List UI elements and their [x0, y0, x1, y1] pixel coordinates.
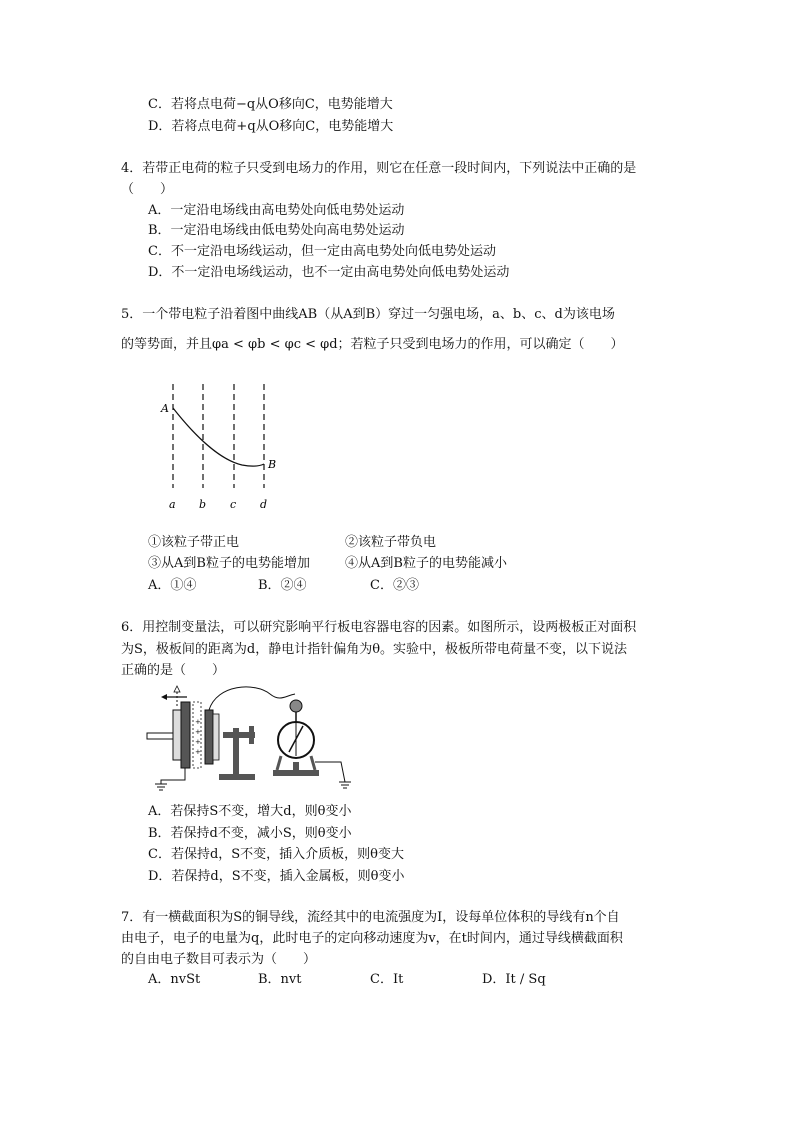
q4-blank: （ ）: [121, 182, 174, 197]
q5-statement-3: ③从A到B粒子的电势能增加: [148, 556, 310, 571]
left-plate-rod: [147, 733, 173, 739]
svg-text:+: +: [195, 718, 201, 726]
q4-option-d: D．不一定沿电场线运动，也不一定由高电势处向低电势处运动: [148, 265, 510, 280]
label-b: b: [199, 498, 207, 511]
label-d: d: [260, 498, 268, 511]
q6-option-d: D．若保持d，S不变，插入金属板，则θ变小: [148, 869, 405, 884]
q4-option-b: B．一定沿电场线由低电势处向高电势处运动: [148, 223, 405, 238]
q4-stem: 4．若带正电荷的粒子只受到电场力的作用，则它在任意一段时间内，下列说法中正确的是: [121, 161, 637, 176]
q6-stem-line2: 为S，极板间的距离为d，静电计指针偏角为θ。实验中，极板所带电荷量不变，以下说法: [121, 642, 628, 657]
q5-option-a: A．①④: [148, 578, 197, 593]
q7-option-b: B．nvt: [258, 972, 302, 987]
q5-equipotential-figure: [150, 378, 290, 513]
q6-option-a: A．若保持S不变，增大d，则θ变小: [148, 804, 352, 819]
svg-text:+: +: [195, 738, 201, 746]
q4-option-a: A．一定沿电场线由高电势处向低电势处运动: [148, 203, 405, 218]
q4-option-c: C．不一定沿电场线运动，但一定由高电势处向低电势处运动: [148, 244, 496, 259]
label-a: a: [169, 498, 176, 511]
q7-stem-line1: 7．有一横截面积为S的铜导线，流经其中的电流强度为I，设每单位体积的导线有n个自: [121, 910, 620, 925]
q5-option-b: B．②④: [258, 578, 307, 593]
q7-option-c: C．It: [370, 972, 404, 987]
left-plate: [181, 702, 190, 768]
svg-text:+: +: [195, 728, 201, 736]
connecting-wire: [209, 687, 295, 710]
q5-statement-4: ④从A到B粒子的电势能减小: [345, 556, 507, 571]
q6-capacitor-electrometer-figure: [145, 684, 365, 796]
q7-option-a: A．nvSt: [148, 972, 201, 987]
q5-statement-1: ①该粒子带正电: [148, 535, 240, 550]
q5-option-c: C．②③: [370, 578, 419, 593]
q5-stem-line1: 5．一个带电粒子沿着图中曲线AB（从A到B）穿过一匀强电场，a、b、c、d为该电场: [121, 307, 615, 322]
q6-stem-line3: 正确的是（ ）: [121, 663, 226, 678]
q5-stem-line2: 的等势面，并且φa < φb < φc < φd；若粒子只受到电场力的作用，可以确定（ ）: [121, 337, 624, 352]
q7-stem-line2: 由电子，电子的电量为q，此时电子的定向移动速度为v，在t时间内，通过导线横截面积: [121, 931, 623, 946]
point-b-label: B: [268, 458, 277, 471]
q6-option-b: B．若保持d不变，减小S，则θ变小: [148, 826, 352, 841]
svg-text:+: +: [195, 748, 201, 756]
q7-option-d: D．It / Sq: [482, 972, 546, 987]
trajectory-curve: [173, 408, 264, 466]
q3-option-c: C．若将点电荷−q从O移向C，电势能增大: [148, 97, 393, 112]
q6-stem-line1: 6．用控制变量法，可以研究影响平行板电容器电容的因素。如图所示，设两极板正对面积: [121, 620, 637, 635]
label-c: c: [230, 498, 237, 511]
point-a-label: A: [161, 402, 169, 415]
q6-option-c: C．若保持d，S不变，插入介质板，则θ变大: [148, 847, 405, 862]
right-plate: [205, 710, 213, 764]
q7-stem-line3: 的自由电子数目可表示为（ ）: [121, 952, 317, 967]
q5-statement-2: ②该粒子带负电: [345, 535, 437, 550]
q3-option-d: D．若将点电荷+q从O移向C，电势能增大: [148, 119, 394, 134]
electrometer-ball: [290, 700, 302, 712]
